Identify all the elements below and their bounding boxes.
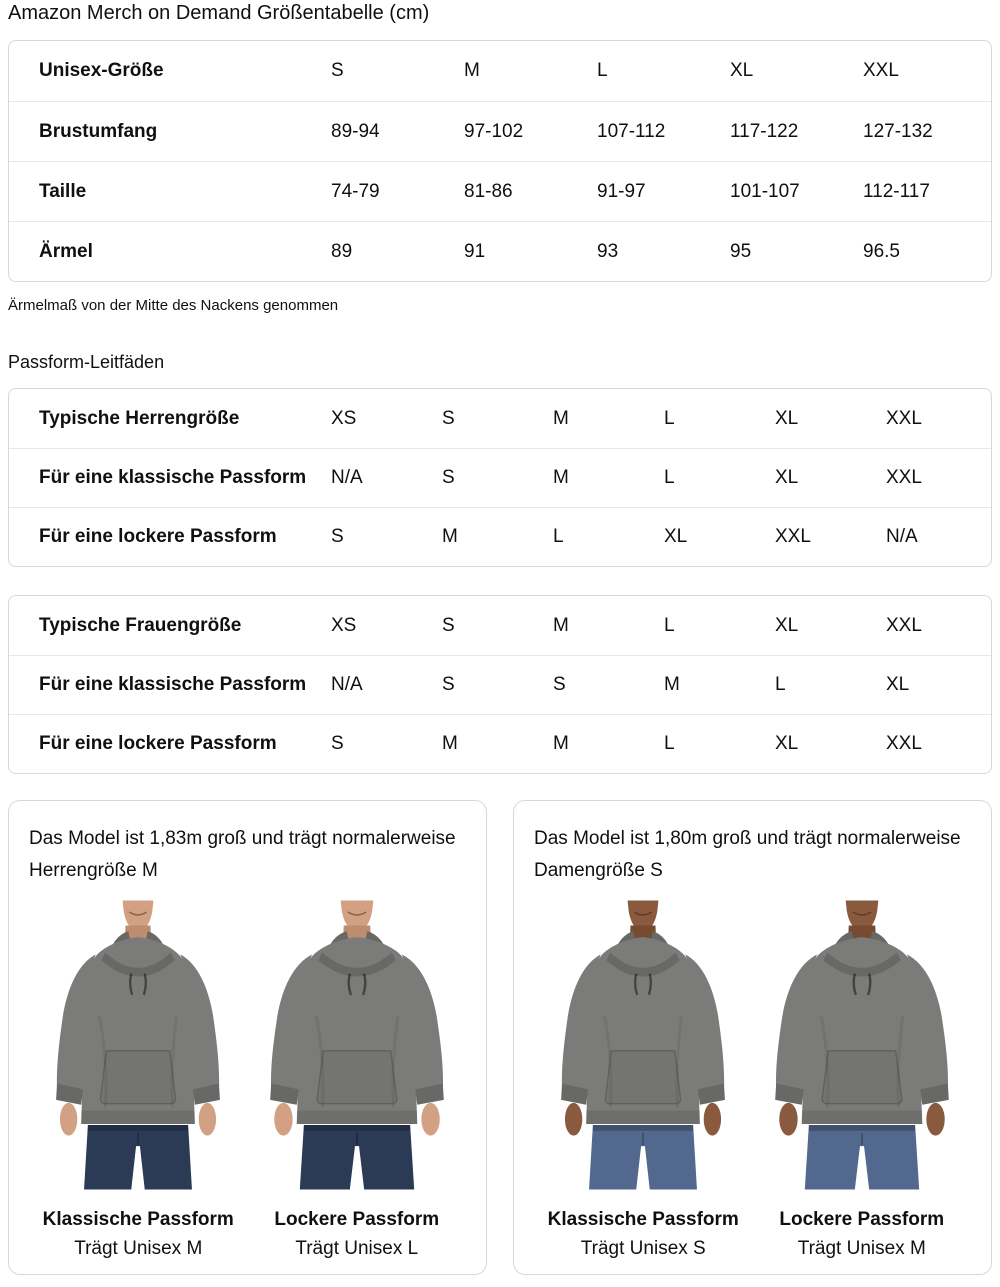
model-figure-loose [753,895,972,1260]
model-description: Das Model ist 1,80m groß und trägt normalerweise Damengröße S [534,828,961,881]
row-label: Taille [39,180,87,202]
size-cell: S [331,733,344,754]
column-header: M [553,407,569,429]
column-header: XL [730,60,754,81]
size-cell: XL [886,674,910,695]
size-cell: N/A [886,526,918,547]
table-row [9,161,991,221]
mens-fit-table [8,388,992,567]
column-header: XS [331,407,357,429]
size-cell: 95 [730,240,752,262]
table-header-row [9,41,991,101]
row-label: Für eine lockere Passform [39,733,277,754]
column-header: S [331,60,344,81]
fit-label: Lockere Passform [779,1209,945,1230]
model-card-women [513,800,992,1275]
column-header: S [442,407,455,429]
size-cell: S [442,467,455,488]
table-row [9,714,991,773]
size-cell: M [553,467,569,488]
model-description: Das Model ist 1,83m groß und trägt normalerweise Herrengröße M [29,828,456,881]
size-label: Trägt Unisex S [580,1238,706,1259]
model-figure-classic [534,895,753,1260]
row-label: Typische Herrengröße [39,407,240,429]
row-label: Für eine klassische Passform [39,674,307,695]
size-cell: S [553,674,566,695]
fit-label: Lockere Passform [274,1209,440,1230]
fit-guides-heading: Passform-Leitfäden [8,352,165,372]
size-cell: XXL [886,467,922,488]
size-cell: XL [775,733,799,754]
size-cell: 89 [331,240,353,262]
size-cell: M [664,674,680,695]
size-cell: XXL [775,526,811,547]
column-header: M [553,614,569,636]
hoodie-model-photo [32,895,244,1195]
size-cell: 107-112 [597,120,666,142]
column-header: XXL [886,407,922,429]
model-figures [534,895,971,1260]
fit-label: Klassische Passform [547,1209,739,1230]
size-cell: XXL [886,733,922,754]
size-cell: N/A [331,674,363,695]
size-cell: 81-86 [464,180,513,202]
table-row [9,448,991,507]
column-header: XL [775,614,799,636]
size-cell: L [664,467,675,488]
sleeve-measure-note: Ärmelmaß von der Mitte des Nackens genommen [8,297,339,314]
table-row [9,655,991,714]
size-cell: XL [664,526,688,547]
column-header: XXL [886,614,922,636]
size-cell: 91 [464,240,486,262]
size-cell: L [775,674,786,695]
column-header: M [464,60,480,81]
size-cell: 101-107 [730,180,800,202]
size-cell: 93 [597,240,619,262]
hoodie-model-photo [244,895,469,1195]
page-title: Amazon Merch on Demand Größentabelle (cm) [8,2,430,24]
model-figure-loose [248,895,467,1260]
table-row [9,221,991,281]
row-label: Unisex-Größe [39,60,164,81]
size-cell: 127-132 [863,120,933,142]
model-card-men [8,800,487,1275]
column-header: S [442,614,455,636]
model-figures [29,895,466,1260]
size-label: Trägt Unisex M [797,1238,926,1259]
column-header: XL [775,407,799,429]
size-cell: L [664,733,675,754]
size-cell: S [442,674,455,695]
row-label: Für eine klassische Passform [39,467,307,488]
table-header-row [9,389,991,448]
table-row [9,101,991,161]
column-header: XXL [863,60,899,81]
table-header-row [9,596,991,655]
column-header: L [664,614,675,636]
hoodie-model-photo [749,895,974,1195]
unisex-size-table [8,40,992,282]
size-label: Trägt Unisex M [74,1238,203,1259]
size-label: Trägt Unisex L [295,1238,419,1259]
size-cell: 89-94 [331,120,380,142]
column-header: XS [331,614,357,636]
row-label: Für eine lockere Passform [39,526,277,547]
size-cell: 97-102 [464,120,524,142]
size-cell: L [553,526,564,547]
size-cell: XL [775,467,799,488]
size-cell: 96.5 [863,240,900,262]
hoodie-model-photo [537,895,749,1195]
column-header: L [664,407,675,429]
column-header: L [597,60,608,81]
size-cell: 91-97 [597,180,646,202]
size-cell: N/A [331,467,363,488]
row-label: Brustumfang [39,120,158,142]
size-cell: 112-117 [863,180,930,202]
size-cell: M [442,733,458,754]
size-cell: M [442,526,458,547]
model-cards-row [8,800,992,1275]
fit-label: Klassische Passform [42,1209,234,1230]
size-cell: M [553,733,569,754]
size-cell: 117-122 [730,120,799,142]
size-cell: S [331,526,344,547]
model-figure-classic [29,895,248,1260]
row-label: Ärmel [39,240,93,262]
row-label: Typische Frauengröße [39,614,242,636]
table-row [9,507,991,566]
womens-fit-table [8,595,992,774]
size-cell: 74-79 [331,180,380,202]
